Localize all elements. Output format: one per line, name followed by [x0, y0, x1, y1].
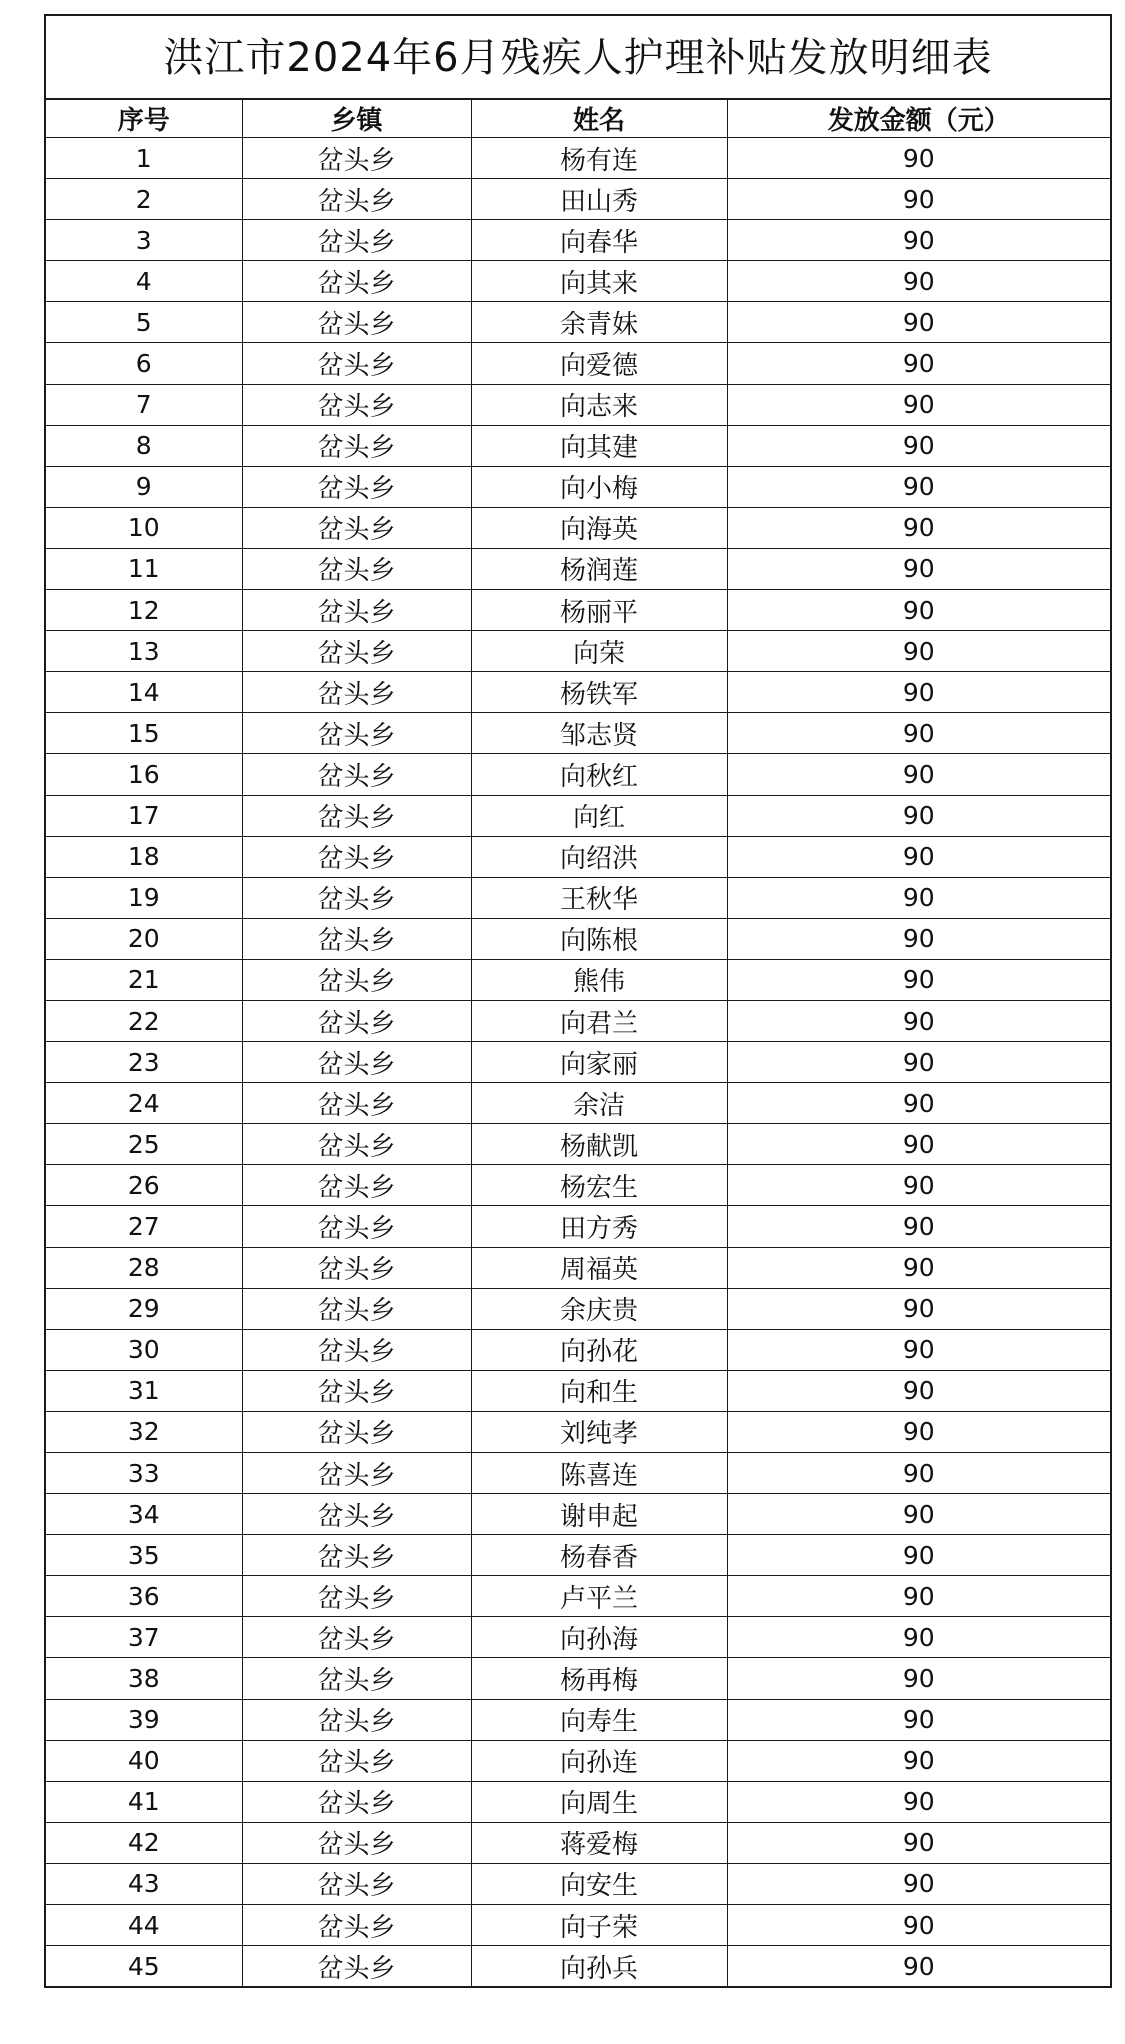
cell-index: 41 — [46, 1781, 242, 1822]
table-row — [46, 179, 1110, 220]
cell-amount: 90 — [727, 754, 1110, 795]
table-row — [46, 220, 1110, 261]
cell-name: 向秋红 — [471, 754, 727, 795]
cell-name: 余洁 — [471, 1083, 727, 1124]
cell-name: 向海英 — [471, 507, 727, 548]
cell-index: 18 — [46, 836, 242, 877]
table-row — [46, 1000, 1110, 1041]
cell-amount: 90 — [727, 1329, 1110, 1370]
cell-index: 27 — [46, 1206, 242, 1247]
cell-name: 向孙连 — [471, 1740, 727, 1781]
cell-amount: 90 — [727, 1247, 1110, 1288]
cell-name: 杨丽平 — [471, 590, 727, 631]
table-row — [46, 1576, 1110, 1617]
table-row — [46, 1946, 1110, 1987]
table-row — [46, 1042, 1110, 1083]
table-row — [46, 1453, 1110, 1494]
cell-index: 9 — [46, 466, 242, 507]
cell-index: 30 — [46, 1329, 242, 1370]
cell-amount: 90 — [727, 1453, 1110, 1494]
table-row — [46, 1863, 1110, 1904]
cell-amount: 90 — [727, 877, 1110, 918]
cell-name: 熊伟 — [471, 959, 727, 1000]
cell-name: 田山秀 — [471, 179, 727, 220]
cell-name: 向孙花 — [471, 1329, 727, 1370]
cell-index: 10 — [46, 507, 242, 548]
cell-name: 邹志贤 — [471, 713, 727, 754]
cell-amount: 90 — [727, 959, 1110, 1000]
table-row — [46, 590, 1110, 631]
cell-amount: 90 — [727, 343, 1110, 384]
cell-name: 向红 — [471, 795, 727, 836]
cell-index: 21 — [46, 959, 242, 1000]
cell-index: 24 — [46, 1083, 242, 1124]
cell-name: 王秋华 — [471, 877, 727, 918]
table-row — [46, 1247, 1110, 1288]
table-body — [46, 138, 1110, 1987]
cell-name: 向志来 — [471, 384, 727, 425]
cell-town: 岔头乡 — [242, 1699, 471, 1740]
cell-name: 杨春香 — [471, 1535, 727, 1576]
cell-town: 岔头乡 — [242, 1329, 471, 1370]
column-header-index: 序号 — [46, 100, 242, 138]
cell-amount: 90 — [727, 548, 1110, 589]
cell-town: 岔头乡 — [242, 1494, 471, 1535]
cell-index: 8 — [46, 425, 242, 466]
cell-index: 43 — [46, 1863, 242, 1904]
cell-town: 岔头乡 — [242, 590, 471, 631]
table-row — [46, 138, 1110, 179]
cell-amount: 90 — [727, 384, 1110, 425]
cell-index: 42 — [46, 1822, 242, 1863]
table-row — [46, 1699, 1110, 1740]
cell-town: 岔头乡 — [242, 302, 471, 343]
cell-name: 向孙兵 — [471, 1946, 727, 1987]
table-row — [46, 507, 1110, 548]
table-row — [46, 1617, 1110, 1658]
cell-town: 岔头乡 — [242, 1535, 471, 1576]
cell-amount: 90 — [727, 138, 1110, 179]
cell-town: 岔头乡 — [242, 1042, 471, 1083]
cell-town: 岔头乡 — [242, 507, 471, 548]
cell-name: 向家丽 — [471, 1042, 727, 1083]
cell-town: 岔头乡 — [242, 1370, 471, 1411]
cell-name: 向其建 — [471, 425, 727, 466]
cell-name: 向春华 — [471, 220, 727, 261]
cell-town: 岔头乡 — [242, 1411, 471, 1452]
cell-town: 岔头乡 — [242, 1658, 471, 1699]
cell-town: 岔头乡 — [242, 343, 471, 384]
cell-index: 44 — [46, 1905, 242, 1946]
cell-name: 蒋爱梅 — [471, 1822, 727, 1863]
cell-index: 17 — [46, 795, 242, 836]
cell-index: 34 — [46, 1494, 242, 1535]
cell-town: 岔头乡 — [242, 1453, 471, 1494]
cell-amount: 90 — [727, 179, 1110, 220]
cell-name: 周福英 — [471, 1247, 727, 1288]
subsidy-table-sheet — [44, 14, 1112, 1988]
cell-amount: 90 — [727, 261, 1110, 302]
cell-index: 1 — [46, 138, 242, 179]
page-title: 洪江市2024年6月残疾人护理补贴发放明细表 — [46, 16, 1110, 100]
cell-town: 岔头乡 — [242, 836, 471, 877]
table-row — [46, 754, 1110, 795]
column-header-town: 乡镇 — [242, 100, 471, 138]
cell-town: 岔头乡 — [242, 918, 471, 959]
cell-amount: 90 — [727, 1781, 1110, 1822]
cell-name: 向周生 — [471, 1781, 727, 1822]
cell-index: 13 — [46, 631, 242, 672]
cell-index: 32 — [46, 1411, 242, 1452]
cell-name: 杨宏生 — [471, 1165, 727, 1206]
cell-name: 向君兰 — [471, 1000, 727, 1041]
cell-town: 岔头乡 — [242, 713, 471, 754]
cell-index: 20 — [46, 918, 242, 959]
cell-town: 岔头乡 — [242, 754, 471, 795]
cell-index: 7 — [46, 384, 242, 425]
cell-amount: 90 — [727, 1370, 1110, 1411]
cell-amount: 90 — [727, 1822, 1110, 1863]
cell-name: 向子荣 — [471, 1905, 727, 1946]
cell-index: 12 — [46, 590, 242, 631]
table-row — [46, 631, 1110, 672]
cell-index: 37 — [46, 1617, 242, 1658]
cell-town: 岔头乡 — [242, 548, 471, 589]
cell-town: 岔头乡 — [242, 877, 471, 918]
cell-index: 5 — [46, 302, 242, 343]
column-header-name: 姓名 — [471, 100, 727, 138]
cell-index: 35 — [46, 1535, 242, 1576]
cell-amount: 90 — [727, 590, 1110, 631]
cell-amount: 90 — [727, 713, 1110, 754]
cell-index: 29 — [46, 1288, 242, 1329]
table-row — [46, 918, 1110, 959]
cell-amount: 90 — [727, 507, 1110, 548]
table-row — [46, 1124, 1110, 1165]
cell-town: 岔头乡 — [242, 425, 471, 466]
cell-index: 36 — [46, 1576, 242, 1617]
cell-name: 杨献凯 — [471, 1124, 727, 1165]
cell-name: 杨润莲 — [471, 548, 727, 589]
cell-town: 岔头乡 — [242, 1740, 471, 1781]
cell-town: 岔头乡 — [242, 1165, 471, 1206]
cell-town: 岔头乡 — [242, 1288, 471, 1329]
cell-index: 39 — [46, 1699, 242, 1740]
cell-index: 14 — [46, 672, 242, 713]
cell-name: 陈喜连 — [471, 1453, 727, 1494]
cell-index: 15 — [46, 713, 242, 754]
cell-town: 岔头乡 — [242, 959, 471, 1000]
cell-index: 6 — [46, 343, 242, 384]
cell-index: 28 — [46, 1247, 242, 1288]
cell-town: 岔头乡 — [242, 1247, 471, 1288]
cell-name: 杨铁军 — [471, 672, 727, 713]
cell-amount: 90 — [727, 672, 1110, 713]
table-row — [46, 1658, 1110, 1699]
cell-town: 岔头乡 — [242, 1781, 471, 1822]
table-row — [46, 343, 1110, 384]
cell-index: 31 — [46, 1370, 242, 1411]
cell-name: 杨再梅 — [471, 1658, 727, 1699]
cell-name: 向寿生 — [471, 1699, 727, 1740]
cell-town: 岔头乡 — [242, 672, 471, 713]
cell-name: 刘纯孝 — [471, 1411, 727, 1452]
cell-town: 岔头乡 — [242, 1863, 471, 1904]
table-row — [46, 1083, 1110, 1124]
cell-index: 3 — [46, 220, 242, 261]
cell-town: 岔头乡 — [242, 1576, 471, 1617]
cell-amount: 90 — [727, 1576, 1110, 1617]
cell-town: 岔头乡 — [242, 1946, 471, 1987]
cell-amount: 90 — [727, 918, 1110, 959]
cell-town: 岔头乡 — [242, 138, 471, 179]
cell-index: 40 — [46, 1740, 242, 1781]
cell-amount: 90 — [727, 1617, 1110, 1658]
table-row — [46, 1535, 1110, 1576]
cell-name: 田方秀 — [471, 1206, 727, 1247]
cell-name: 向小梅 — [471, 466, 727, 507]
cell-index: 4 — [46, 261, 242, 302]
cell-amount: 90 — [727, 1905, 1110, 1946]
cell-town: 岔头乡 — [242, 220, 471, 261]
cell-amount: 90 — [727, 1411, 1110, 1452]
cell-name: 谢申起 — [471, 1494, 727, 1535]
cell-town: 岔头乡 — [242, 261, 471, 302]
table-row — [46, 1329, 1110, 1370]
cell-amount: 90 — [727, 1494, 1110, 1535]
cell-name: 向陈根 — [471, 918, 727, 959]
cell-town: 岔头乡 — [242, 384, 471, 425]
cell-amount: 90 — [727, 466, 1110, 507]
cell-amount: 90 — [727, 1000, 1110, 1041]
table-row — [46, 302, 1110, 343]
cell-town: 岔头乡 — [242, 1124, 471, 1165]
cell-name: 余庆贵 — [471, 1288, 727, 1329]
cell-index: 22 — [46, 1000, 242, 1041]
table-row — [46, 261, 1110, 302]
table-row — [46, 1165, 1110, 1206]
cell-town: 岔头乡 — [242, 795, 471, 836]
cell-amount: 90 — [727, 1658, 1110, 1699]
cell-amount: 90 — [727, 1699, 1110, 1740]
cell-index: 23 — [46, 1042, 242, 1083]
table-row — [46, 836, 1110, 877]
cell-amount: 90 — [727, 1206, 1110, 1247]
cell-amount: 90 — [727, 1165, 1110, 1206]
cell-index: 19 — [46, 877, 242, 918]
cell-index: 33 — [46, 1453, 242, 1494]
cell-amount: 90 — [727, 220, 1110, 261]
cell-name: 向其来 — [471, 261, 727, 302]
table-row — [46, 425, 1110, 466]
table-row — [46, 384, 1110, 425]
cell-amount: 90 — [727, 1535, 1110, 1576]
cell-name: 卢平兰 — [471, 1576, 727, 1617]
cell-index: 16 — [46, 754, 242, 795]
cell-amount: 90 — [727, 1863, 1110, 1904]
cell-town: 岔头乡 — [242, 179, 471, 220]
table-row — [46, 548, 1110, 589]
cell-name: 向荣 — [471, 631, 727, 672]
table-row — [46, 1411, 1110, 1452]
cell-town: 岔头乡 — [242, 1083, 471, 1124]
table-header-row — [46, 100, 1110, 138]
cell-name: 余青妹 — [471, 302, 727, 343]
cell-name: 向安生 — [471, 1863, 727, 1904]
table-row — [46, 1905, 1110, 1946]
table-row — [46, 466, 1110, 507]
table-row — [46, 795, 1110, 836]
table-row — [46, 1370, 1110, 1411]
cell-name: 杨有连 — [471, 138, 727, 179]
table-row — [46, 672, 1110, 713]
subsidy-table — [46, 100, 1110, 1986]
table-row — [46, 877, 1110, 918]
cell-town: 岔头乡 — [242, 1000, 471, 1041]
cell-amount: 90 — [727, 795, 1110, 836]
cell-name: 向爱德 — [471, 343, 727, 384]
column-header-amount: 发放金额（元） — [727, 100, 1110, 138]
cell-amount: 90 — [727, 425, 1110, 466]
cell-town: 岔头乡 — [242, 1206, 471, 1247]
cell-amount: 90 — [727, 1288, 1110, 1329]
cell-name: 向孙海 — [471, 1617, 727, 1658]
cell-amount: 90 — [727, 1740, 1110, 1781]
cell-amount: 90 — [727, 1042, 1110, 1083]
table-row — [46, 1822, 1110, 1863]
cell-index: 26 — [46, 1165, 242, 1206]
table-row — [46, 1288, 1110, 1329]
cell-index: 2 — [46, 179, 242, 220]
table-row — [46, 1740, 1110, 1781]
cell-town: 岔头乡 — [242, 1905, 471, 1946]
table-row — [46, 1206, 1110, 1247]
table-row — [46, 713, 1110, 754]
cell-index: 11 — [46, 548, 242, 589]
cell-index: 38 — [46, 1658, 242, 1699]
table-row — [46, 959, 1110, 1000]
cell-town: 岔头乡 — [242, 1617, 471, 1658]
cell-amount: 90 — [727, 1124, 1110, 1165]
table-row — [46, 1781, 1110, 1822]
table-row — [46, 1494, 1110, 1535]
cell-index: 45 — [46, 1946, 242, 1987]
cell-town: 岔头乡 — [242, 1822, 471, 1863]
cell-amount: 90 — [727, 302, 1110, 343]
cell-amount: 90 — [727, 1083, 1110, 1124]
cell-town: 岔头乡 — [242, 631, 471, 672]
cell-name: 向绍洪 — [471, 836, 727, 877]
cell-amount: 90 — [727, 1946, 1110, 1987]
cell-index: 25 — [46, 1124, 242, 1165]
cell-amount: 90 — [727, 631, 1110, 672]
cell-amount: 90 — [727, 836, 1110, 877]
cell-name: 向和生 — [471, 1370, 727, 1411]
cell-town: 岔头乡 — [242, 466, 471, 507]
